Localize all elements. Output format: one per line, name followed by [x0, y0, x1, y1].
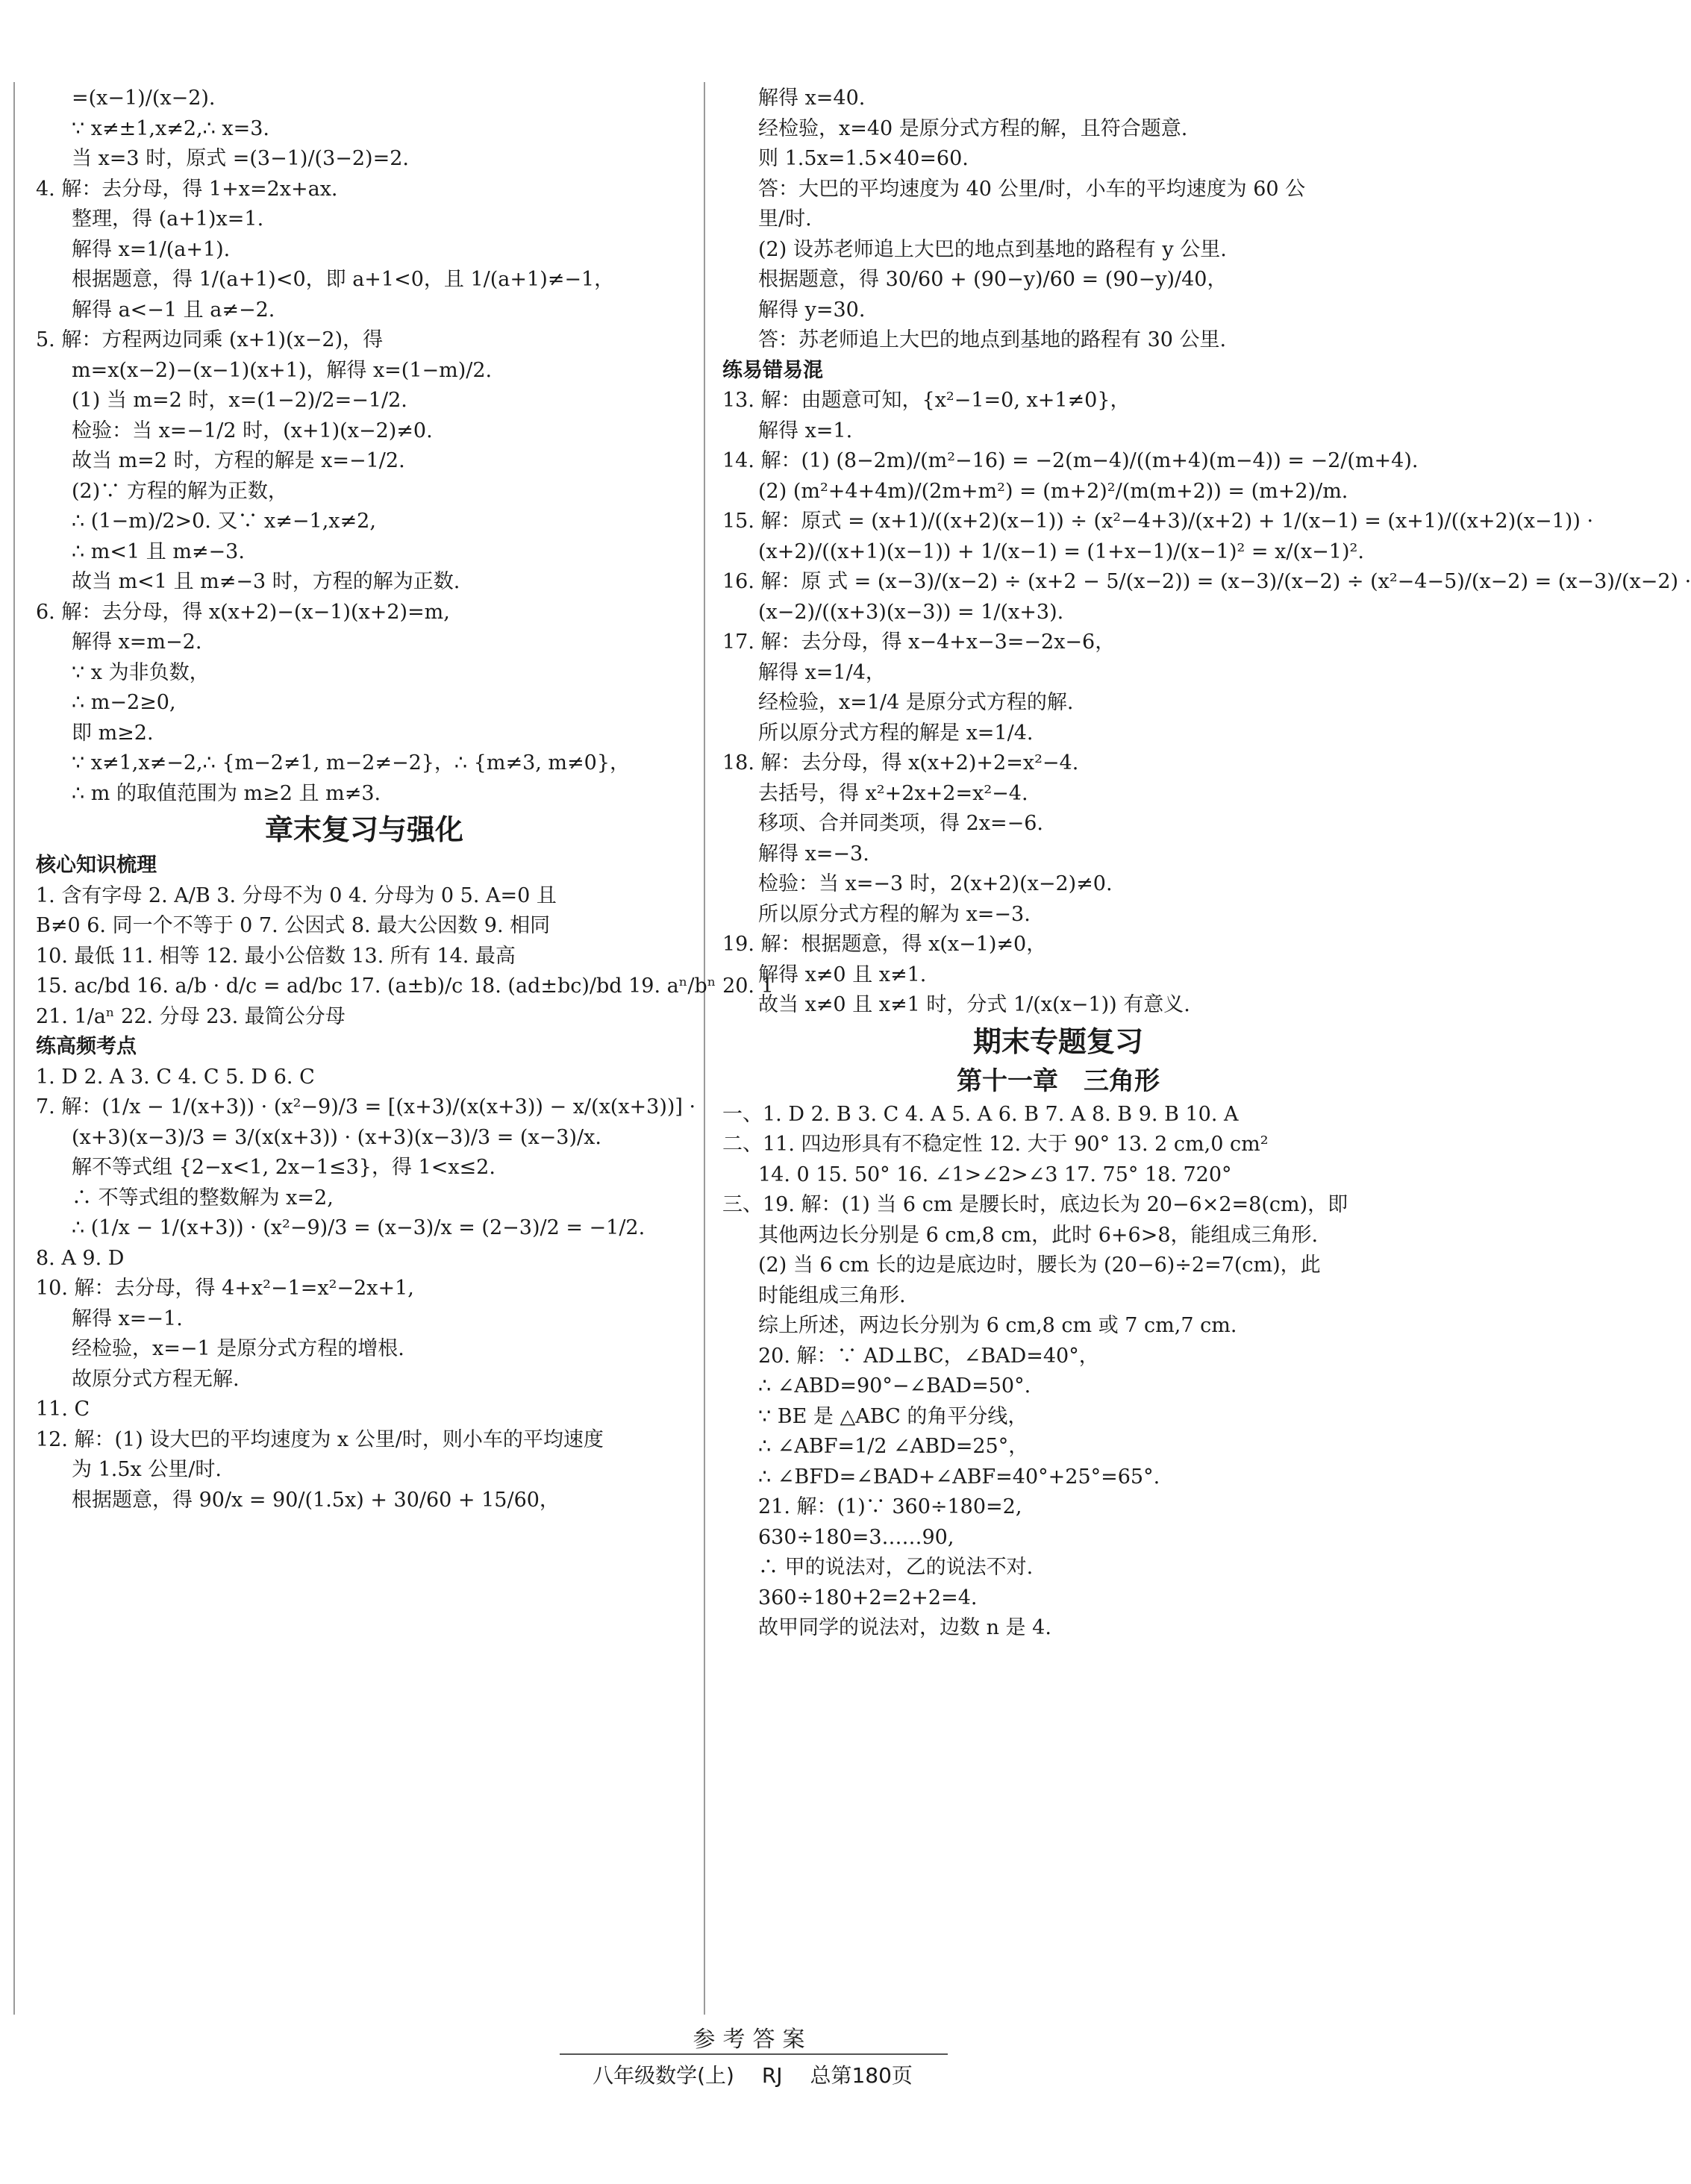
right-column	[722, 84, 1691, 1644]
answer-line: 21. 解：(1)∵ 360÷180=2,	[758, 1495, 1022, 1518]
answer-line: 360÷180+2=2+2=4.	[758, 1586, 978, 1609]
answer-line: 解得 y=30.	[758, 298, 866, 322]
answer-line: 14. 解：(1) (8−2m)/(m²−16) = −2(m−4)/((m+4)(m−4)) = −2/(m+4).	[722, 449, 1419, 472]
section-heading: 练高频考点	[36, 1035, 137, 1058]
answer-line: 故当 m<1 且 m≠−3 时，方程的解为正数.	[72, 570, 460, 593]
footer-info	[0, 2059, 1505, 2089]
answer-line: 时能组成三角形.	[758, 1283, 906, 1307]
answer-line: 检验：当 x=−1/2 时，(x+1)(x−2)≠0.	[72, 419, 433, 442]
answer-line: 15. ac/bd 16. a/b · d/c = ad/bc 17. (a±b)/c 18. (ad±bc)/bd 19. aⁿ/bⁿ 20. 1	[36, 974, 774, 998]
answer-line: 综上所述，两边长分别为 6 cm,8 cm 或 7 cm,7 cm.	[758, 1314, 1237, 1337]
answer-line: 19. 解：根据题意，得 x(x−1)≠0，	[722, 933, 1047, 956]
answer-line: 故原分式方程无解.	[72, 1367, 240, 1391]
answer-line: 答：苏老师追上大巴的地点到基地的路程有 30 公里.	[758, 328, 1227, 351]
answer-line: ∴ (1−m)/2>0. 又∵ x≠−1,x≠2,	[72, 510, 376, 533]
answer-line: 整理，得 (a+1)x=1.	[72, 207, 264, 231]
answer-line: 经检验，x=40 是原分式方程的解，且符合题意.	[758, 116, 1188, 140]
answer-line: 故当 x≠0 且 x≠1 时，分式 1/(x(x−1)) 有意义.	[758, 993, 1190, 1016]
answer-line: 解得 x≠0 且 x≠1.	[758, 963, 927, 986]
answer-line: 10. 最低 11. 相等 12. 最小公倍数 13. 所有 14. 最高	[36, 944, 516, 968]
subchapter-heading: 第十一章 三角形	[957, 1066, 1160, 1096]
answer-line: 11. C	[36, 1398, 90, 1421]
footer-rule	[560, 2053, 948, 2055]
answer-line: 解得 x=−3.	[758, 842, 869, 866]
answer-line: 18. 解：去分母，得 x(x+2)+2=x²−4.	[722, 751, 1079, 775]
answer-line: ∴ m 的取值范围为 m≥2 且 m≠3.	[72, 781, 381, 805]
answer-line: (2) 设苏老师追上大巴的地点到基地的路程有 y 公里.	[758, 237, 1227, 261]
answer-line: 解得 a<−1 且 a≠−2.	[72, 298, 275, 322]
answer-line: (2)∵ 方程的解为正数，	[72, 479, 288, 503]
answer-line: 14. 0 15. 50° 16. ∠1>∠2>∠3 17. 75° 18. 720°	[758, 1163, 1232, 1186]
answer-line: 1. 含有字母 2. A/B 3. 分母不为 0 4. 分母为 0 5. A=0 且	[36, 883, 557, 907]
answer-line: 12. 解：(1) 设大巴的平均速度为 x 公里/时，则小车的平均速度	[36, 1427, 604, 1451]
answer-line: (1) 当 m=2 时，x=(1−2)/2=−1/2.	[72, 389, 407, 412]
section-heading: 核心知识梳理	[36, 854, 157, 877]
answer-line: ∴ (1/x − 1/(x+3)) · (x²−9)/3 = (x−3)/x = (2−3)/2 = −1/2.	[72, 1216, 646, 1239]
footer-title: 参考答案	[693, 2027, 813, 2053]
answer-line: ∴ ∠ABD=90°−∠BAD=50°.	[758, 1374, 1031, 1398]
answer-line: 根据题意，得 90/x = 90/(1.5x) + 30/60 + 15/60，	[72, 1488, 560, 1512]
footer-subject: 八年级数学(上)	[593, 2063, 734, 2088]
answer-line: 为 1.5x 公里/时.	[72, 1458, 222, 1481]
footer-page: 总第180页	[810, 2063, 913, 2088]
answer-line: 所以原分式方程的解为 x=−3.	[758, 902, 1031, 926]
answer-line: 1. D 2. A 3. C 4. C 5. D 6. C	[36, 1065, 315, 1089]
answer-line: 15. 解：原式 = (x+1)/((x+2)(x−1)) ÷ (x²−4+3)/(x+2) + 1/(x−1) = (x+1)/((x+2)(x−1)) ·	[722, 510, 1594, 533]
chapter-heading: 期末专题复习	[972, 1024, 1143, 1058]
answer-line: 解得 x=40.	[758, 87, 866, 110]
answer-line: 解不等式组 {2−x<1, 2x−1≤3}，得 1<x≤2.	[72, 1156, 496, 1179]
answer-line: 答：大巴的平均速度为 40 公里/时，小车的平均速度为 60 公	[758, 177, 1306, 201]
answer-line: 解得 x=1/(a+1).	[72, 237, 231, 261]
answer-line: 7. 解：(1/x − 1/(x+3)) · (x²−9)/3 = [(x+3)/(x(x+3)) − x/(x(x+3))] ·	[36, 1095, 696, 1118]
answer-line: 13. 解：由题意可知，{x²−1=0, x+1≠0}，	[722, 389, 1131, 412]
answer-line: ∴ ∠BFD=∠BAD+∠ABF=40°+25°=65°.	[758, 1465, 1160, 1489]
answer-line: 经检验，x=−1 是原分式方程的增根.	[72, 1337, 404, 1360]
answer-line: m=x(x−2)−(x−1)(x+1)，解得 x=(1−m)/2.	[72, 358, 493, 382]
answer-line: 解得 x=−1.	[72, 1307, 183, 1330]
answer-line: ∵ x≠±1,x≠2,∴ x=3.	[72, 116, 269, 140]
left-margin-rule	[13, 82, 15, 2015]
answer-line: 21. 1/aⁿ 22. 分母 23. 最简公分母	[36, 1004, 346, 1028]
answer-line: 三、19. 解：(1) 当 6 cm 是腰长时，底边长为 20−6×2=8(cm)，即	[722, 1193, 1348, 1216]
answer-line: 17. 解：去分母，得 x−4+x−3=−2x−6，	[722, 631, 1116, 654]
answer-line: ∵ x 为非负数，	[72, 660, 210, 684]
answer-line: 所以原分式方程的解是 x=1/4.	[758, 721, 1034, 745]
answer-line: 630÷180=3……90,	[758, 1525, 954, 1549]
answer-line: 根据题意，得 1/(a+1)<0，即 a+1<0，且 1/(a+1)≠−1，	[72, 268, 615, 291]
answer-line: 二、11. 四边形具有不稳定性 12. 大于 90° 13. 2 cm,0 cm²	[722, 1133, 1269, 1156]
answer-line: ∴ 不等式组的整数解为 x=2,	[72, 1186, 334, 1210]
answer-line: 6. 解：去分母，得 x(x+2)−(x−1)(x+2)=m,	[36, 600, 450, 624]
answer-line: 解得 x=1/4，	[758, 660, 886, 684]
answer-line: ∴ ∠ABF=1/2 ∠ABD=25°，	[758, 1435, 1029, 1458]
answer-line: ∴ 甲的说法对，乙的说法不对.	[758, 1556, 1034, 1579]
answer-line: B≠0 6. 同一个不等于 0 7. 公因式 8. 最大公因数 9. 相同	[36, 914, 551, 937]
answer-line: (2) (m²+4+4m)/(2m+m²) = (m+2)²/(m(m+2)) = (m+2)/m.	[758, 479, 1348, 503]
answer-line: 5. 解：方程两边同乘 (x+1)(x−2)，得	[36, 328, 384, 351]
answer-line: 16. 解：原 式 = (x−3)/(x−2) ÷ (x+2 − 5/(x−2)) = (x−3)/(x−2) ÷ (x²−4−5)/(x−2) = (x−3)/(x−2) ·	[722, 570, 1691, 593]
answer-line: (x+2)/((x+1)(x−1)) + 1/(x−1) = (1+x−1)/(x−1)² = x/(x−1)².	[758, 539, 1364, 563]
footer-edition: RJ	[761, 2063, 783, 2088]
answer-line: 解得 x=1.	[758, 419, 853, 442]
answer-line: 解得 x=m−2.	[72, 631, 202, 654]
answer-line: 10. 解：去分母，得 4+x²−1=x²−2x+1,	[36, 1277, 414, 1300]
answer-line: (x+3)(x−3)/3 = 3/(x(x+3)) · (x+3)(x−3)/3 = (x−3)/x.	[72, 1125, 601, 1149]
answer-line: 当 x=3 时，原式 =(3−1)/(3−2)=2.	[72, 147, 409, 170]
answer-line: 故甲同学的说法对，边数 n 是 4.	[758, 1616, 1051, 1639]
answer-line: 8. A 9. D	[36, 1246, 125, 1270]
answer-line: 里/时.	[758, 207, 812, 231]
answer-line: ∵ BE 是 △ABC 的角平分线，	[758, 1404, 1028, 1428]
answer-line: (x−2)/((x+3)(x−3)) = 1/(x+3).	[758, 600, 1064, 624]
answer-line: 故当 m=2 时，方程的解是 x=−1/2.	[72, 449, 405, 472]
answer-line: ∴ m<1 且 m≠−3.	[72, 539, 245, 563]
answer-line: 即 m≥2.	[72, 721, 154, 745]
answer-line: 移项、合并同类项，得 2x=−6.	[758, 812, 1043, 835]
answer-line: ∴ m−2≥0,	[72, 691, 176, 714]
answer-line: ∵ x≠1,x≠−2,∴ {m−2≠1, m−2≠−2}，∴ {m≠3, m≠0}，	[72, 751, 631, 775]
answer-line: 一、1. D 2. B 3. C 4. A 5. A 6. B 7. A 8. B 9. B 10. A	[722, 1102, 1239, 1126]
answer-line: =(x−1)/(x−2).	[72, 87, 216, 110]
answer-line: 4. 解：去分母，得 1+x=2x+ax.	[36, 177, 338, 201]
answer-line: 去括号，得 x²+2x+2=x²−4.	[758, 781, 1028, 805]
answer-line: 检验：当 x=−3 时，2(x+2)(x−2)≠0.	[758, 872, 1113, 895]
column-divider	[704, 82, 705, 2015]
chapter-heading: 章末复习与强化	[264, 813, 463, 846]
answer-line: 根据题意，得 30/60 + (90−y)/60 = (90−y)/40，	[758, 268, 1228, 291]
answer-line: (2) 当 6 cm 长的边是底边时，腰长为 (20−6)÷2=7(cm)，此	[758, 1254, 1321, 1277]
answer-line: 20. 解：∵ AD⊥BC，∠BAD=40°，	[758, 1344, 1099, 1368]
answer-line: 则 1.5x=1.5×40=60.	[758, 147, 969, 170]
answer-line: 经检验，x=1/4 是原分式方程的解.	[758, 691, 1074, 714]
answer-line: 其他两边长分别是 6 cm,8 cm，此时 6+6>8，能组成三角形.	[758, 1223, 1319, 1247]
section-heading: 练易错易混	[722, 358, 823, 382]
